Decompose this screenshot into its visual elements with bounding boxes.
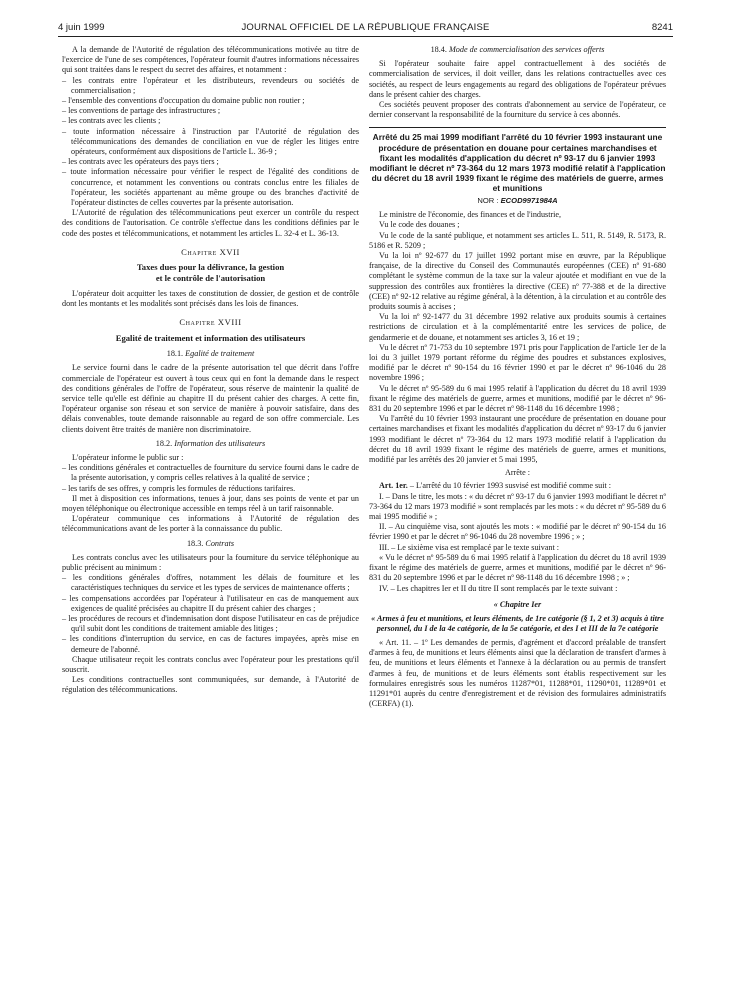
chapter-heading: Chapitre XVII (181, 246, 240, 257)
list-item: – toute information nécessaire à l'instruction par l'Autorité de régulation des télécommunications des demandes de conciliation en vue de régler les litiges entre opérateurs, conformément aux dispositions de l'article L. 36-9 ; (62, 126, 359, 157)
paragraph: Le ministre de l'économie, des finances et de l'industrie, (379, 210, 562, 220)
paragraph: Vu la loi nº 92-677 du 17 juillet 1992 portant mise en œuvre, par la République française, de la directive du Conseil des Communautés européennes (CEE) nº 91-680 complétant le système commun de la taxe sur la valeur ajoutée et modifiant en vue de la suppression des contrôles aux frontières la directive (CEE) nº 77-388 et de la directive (CEE) nº 92-12 relative au régime général, à la détention, à la circulation et au contrôle des produits soumis à accises ; (369, 251, 666, 312)
chapter-title (62, 262, 359, 283)
list-item: – l'ensemble des conventions d'occupation du domaine public non routier ; (62, 96, 305, 106)
paragraph: II. – Au cinquième visa, sont ajoutés les mots : « modifié par le décret nº 90-154 du 16 février 1990 et par le décret nº 96-1046 du 28 novembre 1996 ; » ; (369, 522, 666, 542)
chapter-heading: Chapitre XVIII (179, 317, 242, 328)
section-heading (62, 539, 359, 549)
paragraph: Le service fourni dans le cadre de la présente autorisation tel que décrit dans l'offre commerciale de l'opérateur est ouvert à tous ceux qui en font la demande dans le respect des conditions générales de l'offre de l'opérateur, sous réserve de maintenir la qualité de service telle qu'elle est définie au chapitre II du présent cahier des charges. A cette fin, l'opérateur organise son réseau et son service de manière à pouvoir satisfaire, dans des délais convenables, toute demande raisonnable au regard de son offre commerciale. Les clients doivent être traités de manière non discriminatoire. (62, 363, 359, 434)
nor-value: ECOD9971984A (500, 195, 558, 205)
paragraph: Vu le code des douanes ; (379, 220, 460, 230)
paragraph: L'opérateur doit acquitter les taxes de constitution de dossier, de gestion et de contrôle dont les montants et les modalités sont précisés dans les lois de finances. (62, 289, 359, 309)
left-column (62, 45, 359, 696)
chapter-title-line: et le contrôle de l'autorisation (155, 272, 266, 283)
list-item: – les contrats entre l'opérateur et les distributeurs, revendeurs ou sociétés de commercialisation ; (62, 75, 359, 95)
decree-title: Arrêté du 25 mai 1999 modifiant l'arrêté du 10 février 1993 instaurant une procédure de présentation en douane pour certaines marchandises et fixant les modalités d'application du décret nº 93-17 du 6 janvier 1993 modifiant le décret nº 73-364 du 12 mars 1973 modifié relatif à l'application du décret du 18 avril 1939 fixant le régime des matériels de guerre, armes et munitions (369, 127, 666, 193)
paragraph: « Art. 11. – 1º Les demandes de permis, d'agrément et d'accord préalable de transfert d'armes à feu, de munitions et leurs éléments ainsi que la déclaration de transfert d'armes à feu, de munitions et leurs éléments et l'annexe à la déclaration ou au permis de transfert d'armes à feu, de munitions et de leurs éléments sont établis respectivement sur les formulaires enregistrés sous les numéros 11287*01, 11288*01, 11290*01, 11289*01 et 11291*01 auprès du centre d'enregistrement et de révision des formulaires administratifs (CERFA) (1). (369, 637, 666, 709)
header-rule (58, 36, 673, 37)
nor-reference (369, 196, 666, 206)
paragraph: IV. – Les chapitres Ier et II du titre II sont remplacés par le texte suivant : (379, 583, 618, 593)
list (62, 76, 359, 209)
paragraph: III. – Le sixième visa est remplacé par le texte suivant : (379, 542, 560, 552)
list (62, 573, 359, 655)
section-title: Contrats (205, 538, 235, 548)
paragraph: Vu la loi nº 92-1477 du 31 décembre 1992 relative aux produits soumis à certaines restrictions de circulation et à la complémentarité entre les services de police, de gendarmerie et de douane, et notamment ses articles 3, 16 et 19 ; (369, 312, 666, 342)
nor-label: NOR : (477, 195, 499, 205)
chapter-heading: « Chapitre Ier (493, 599, 542, 609)
paragraph: L'opérateur communique ces informations à l'Autorité de régulation des télécommunications avant de les porter à la connaissance du public. (62, 514, 359, 534)
article-label: Art. 1er. (379, 481, 408, 491)
paragraph: Les contrats conclus avec les utilisateurs pour la fourniture du service téléphonique au public précisent au minimum : (62, 552, 359, 573)
section-number: 18.4. (430, 45, 447, 54)
list (62, 463, 359, 494)
section-number: 18.3. (186, 538, 204, 548)
paragraph: L'opérateur informe le public sur : (72, 453, 184, 462)
paragraph: Les conditions contractuelles sont communiquées, sur demande, à l'Autorité de régulation des télécommunications. (62, 675, 359, 695)
list-item: – les conditions générales d'offres, notamment les délais de fourniture et les caractéristiques techniques du service et les types de services de maintenance offerts ; (62, 573, 359, 593)
paragraph: I. – Dans le titre, les mots : « du décret nº 93-17 du 6 janvier 1993 modifiant le décret nº 73-364 du 12 mars 1973 modifié » sont remplacés par les mots : « du décret nº 95-589 du 6 mai 1995 modifié » ; (369, 491, 666, 522)
section-title: Mode de commercialisation des services offerts (448, 45, 605, 54)
list-item: – les procédures de recours et d'indemnisation dont dispose l'utilisateur en cas de préjudice qu'il subit dont les conditions de traitement amiable des litiges ; (62, 614, 359, 634)
article-text: – L'arrêté du 10 février 1993 susvisé est modifié comme suit : (407, 481, 611, 491)
paragraph: Chaque utilisateur reçoit les contrats conclus avec l'opérateur pour les prestations qu'il souscrit. (62, 654, 359, 675)
paragraph: Si l'opérateur souhaite faire appel contractuellement à des sociétés de commercialisation de services, il doit veiller, dans les relations contractuelles avec ces sociétés, au respect de leurs engagements au regard des obligations de l'opérateur prévues dans le présent cahier des charges. (369, 59, 666, 99)
section-heading (62, 439, 359, 449)
header-date: 4 juin 1999 (58, 22, 105, 33)
right-column (369, 45, 666, 709)
section-heading (369, 45, 666, 55)
section-number: 18.1. (166, 349, 184, 359)
paragraph: « Vu le décret nº 95-589 du 6 mai 1995 relatif à l'application du décret du 18 avril 1939 fixant le régime des matériels de guerre, armes et munitions, modifié par le décret nº 96-831 du 20 septembre 1996 et par le décret nº 98-1148 du 16 décembre 1998 ; » ; (369, 552, 666, 583)
section-title: Egalité de traitement (185, 349, 255, 359)
section-heading (62, 349, 359, 359)
paragraph: A la demande de l'Autorité de régulation des télécommunications motivée au titre de l'exercice de l'une de ses compétences, l'opérateur fournit d'autres informations nécessaires qui sont traitées dans le respect du secret des affaires, et notamment : (62, 45, 359, 75)
paragraph: Il met à disposition ces informations, tenues à jour, dans ses points de vente et par un moyen téléphonique ou électronique accessible en temps réel à un tarif raisonnable. (62, 493, 359, 514)
list-item: – les tarifs de ses offres, y compris les formules de réductions tarifaires. (62, 483, 296, 493)
header-page-number: 8241 (651, 22, 673, 33)
list-item: – les compensations accordées par l'opérateur à l'utilisateur en cas de manquement aux exigences de qualité précisées au chapitre II du présent cahier des charges ; (62, 593, 359, 613)
paragraph: Ces sociétés peuvent proposer des contrats d'abonnement au service de l'opérateur, ce dernier conservant la responsabilité de la fourniture du service à ces abonnés. (369, 100, 666, 120)
paragraph: Vu le code de la santé publique, et notamment ses articles L. 511, R. 5149, R. 5173, R. 5186 et R. 5209 ; (369, 230, 666, 250)
section-title: Information des utilisateurs (174, 438, 266, 448)
list-item: – les conditions générales et contractuelles de fourniture du service fourni dans le cadre de la présente autorisation, y compris celles relatives à la qualité de service ; (62, 463, 359, 483)
list-item: – les contrats avec les clients ; (62, 116, 161, 126)
chapter-title: « Armes à feu et munitions, et leurs éléments, de 1re catégorie (§ 1, 2 et 3) acquis à titre personnel, du I de la 4e catégorie, de la 5e catégorie, et des I et III de la 7e catégorie (371, 613, 664, 633)
header-journal-title: JOURNAL OFFICIEL DE LA RÉPUBLIQUE FRANÇAISE (241, 22, 490, 33)
list-item: – les conventions de partage des infrastructures ; (62, 106, 221, 116)
list-item: – les conditions d'interruption du service, en cas de factures impayées, après mise en demeure de l'abonné. (62, 634, 359, 654)
article-paragraph (369, 481, 666, 491)
list-item: – les contrats avec les opérateurs des pays tiers ; (62, 157, 219, 167)
paragraph: Vu le décret nº 95-589 du 6 mai 1995 relatif à l'application du décret du 18 avril 1939 fixant le régime des matériels de guerre, armes et munitions, modifié par le décret nº 96-831 du 20 septembre 1996 et par le décret nº 98-1148 du 16 décembre 1998 ; (369, 383, 666, 414)
paragraph: Vu l'arrêté du 10 février 1993 instaurant une procédure de présentation en douane pour certaines marchandises et fixant les modalités d'application du décret nº 93-17 du 6 janvier 1993 modifiant le décret nº 73-364 du 12 mars 1973 modifié relatif à l'application du décret du 18 avril 1939 fixant le régime des matériels de guerre, armes et munitions, modifié par les arrêtés des 20 janvier et 5 mai 1995, (369, 414, 666, 465)
section-number: 18.2. (155, 438, 173, 448)
list-item: – toute information nécessaire pour vérifier le respect de l'égalité des conditions de concurrence, et notamment les conventions ou contrats conclus entre les filiales de l'opérateur, les sociétés appartenant au même groupe ou des branches d'activité de l'opérateur distinctes de celles couvertes par la présente autorisation. (62, 167, 359, 208)
chapter-title-line: Taxes dues pour la délivrance, la gestion (136, 262, 285, 273)
paragraph: L'Autorité de régulation des télécommunications peut exercer un contrôle du respect des conditions de l'autorisation. Ce contrôle s'effectue dans les conditions définies par le code des postes et télécommunications, et notamment les articles L. 32-4 et L. 36-13. (62, 208, 359, 238)
chapter-title: Egalité de traitement et information des utilisateurs (115, 332, 306, 343)
paragraph: Vu le décret nº 71-753 du 10 septembre 1971 pris pour l'application de l'article 1er de la loi du 3 juillet 1979 portant réforme du régime des poudres et substances explosives, modifié par le décret nº 90-154 du 16 février 1990 et par le décret nº 96-1046 du 28 novembre 1996 ; (369, 342, 666, 383)
arrete-heading: Arrête : (504, 468, 531, 478)
